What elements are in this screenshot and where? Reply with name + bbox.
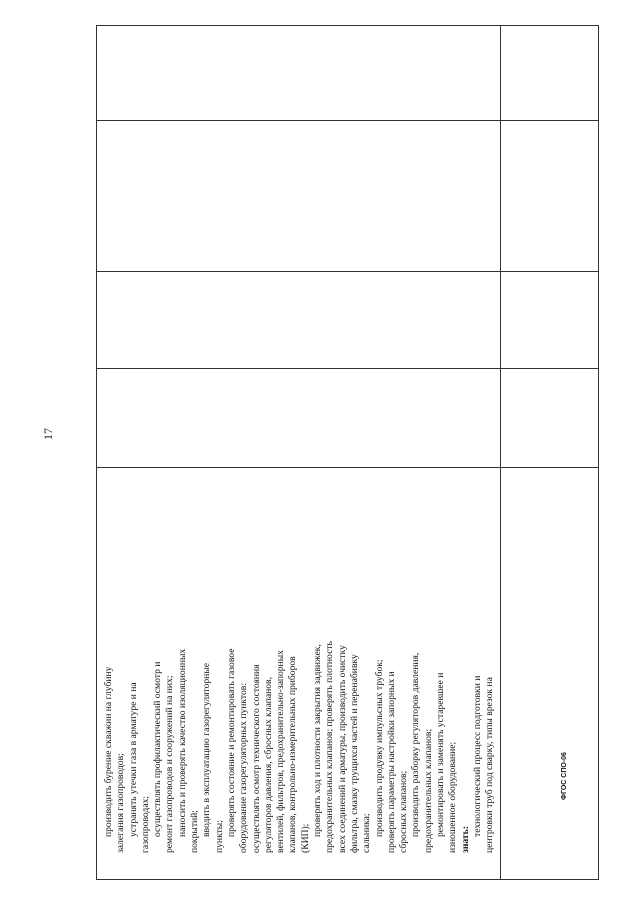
requirements-text: [103, 553, 497, 853]
competency-table: [96, 25, 599, 880]
requirements-cell: [97, 26, 600, 881]
text-line: ремонтировать и заменять устаревшее и: [435, 672, 447, 837]
text-line: центровки труб под сварку, типы врезок на: [484, 677, 496, 853]
page-number: 17: [41, 428, 55, 440]
text-line: технологический процесс подготовки и: [471, 675, 483, 837]
text-line: оборудование газорегуляторных пунктов:: [238, 683, 250, 853]
text-line: (КИП);: [299, 823, 311, 853]
text-line: осуществлять профилактический осмотр и: [152, 661, 164, 837]
text-line: предохранительных клапанов; проверять плотность: [324, 641, 336, 853]
text-line: регуляторов давления, сбросных клапанов,: [262, 677, 274, 853]
text-line: проверять состояние и ремонтировать газовое: [225, 648, 237, 837]
text-line: производить разборку регуляторов давления,: [410, 652, 422, 837]
text-line: наносить и проверять качество изоляционных: [176, 648, 188, 837]
text-line: изношенное оборудование;: [447, 741, 459, 853]
text-line: залегания газопроводов;: [115, 753, 127, 853]
text-line: вентилей, фильтров, предохранительно-запорных: [275, 650, 287, 853]
text-line: вводить в эксплуатацию газорегуляторные: [201, 662, 213, 837]
text-line: сбросных клапанов;: [398, 770, 410, 853]
text-line: знать:: [459, 826, 471, 853]
text-line: производить продувку импульсных трубок;: [373, 659, 385, 837]
text-line: сальника;: [361, 813, 373, 853]
text-line: покрытий;: [189, 810, 201, 853]
text-line: фильтра, смазку трущихся частей и перенабивку: [348, 654, 360, 853]
text-line: проверять параметры настройки запорных и: [385, 671, 397, 853]
text-line: газопроводах;: [139, 795, 151, 853]
text-line: проверять ход и плотности закрытия задвижек,: [312, 644, 324, 837]
footer-standard-code: ФГОС СПО-06: [561, 752, 568, 800]
text-line: клапанов, контрольно-измерительных приборов: [287, 656, 299, 853]
text-line: устранять утечки газа в арматуре и на: [127, 682, 139, 837]
text-line: предохранительных клапанов;: [422, 728, 434, 853]
text-line: производить бурение скважин на глубину: [103, 666, 114, 837]
text-line: осуществлять осмотр технического состояния: [250, 664, 262, 853]
text-line: пункты;: [213, 820, 225, 853]
text-line: всех соединений и арматуры, производить очистку: [336, 645, 348, 853]
text-line: ремонт газопроводов и сооружений на них;: [164, 675, 176, 853]
